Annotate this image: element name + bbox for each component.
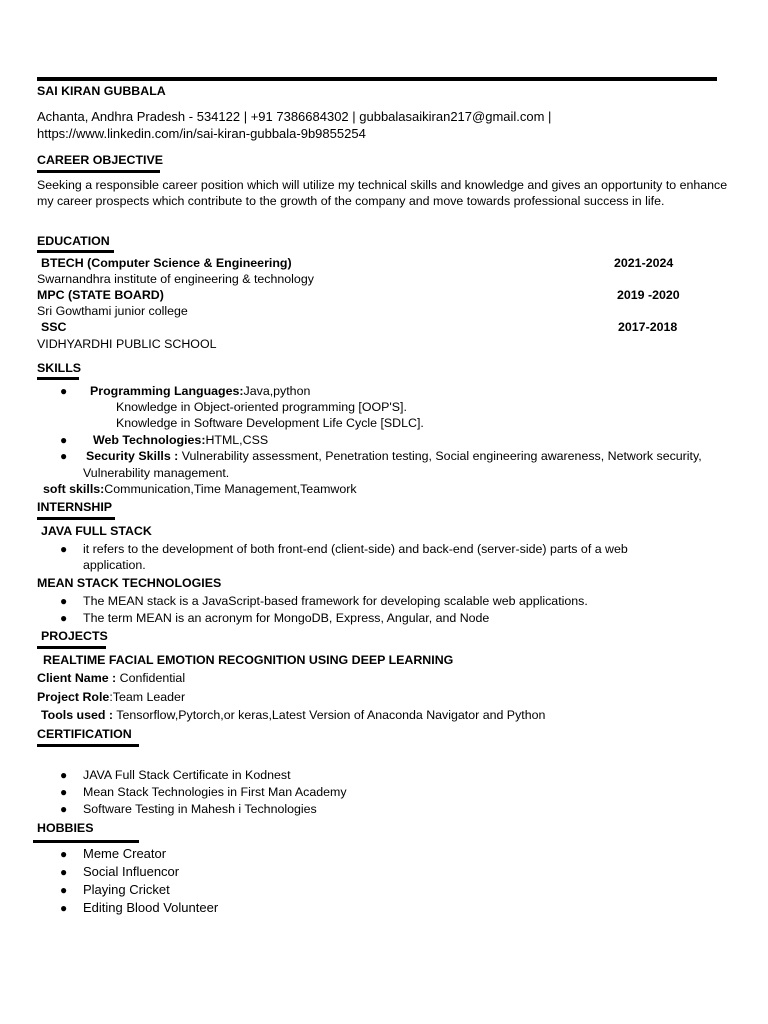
- hobbies-heading-underline: [33, 840, 139, 843]
- internship-heading-underline: [37, 517, 115, 520]
- education-degree: MPC (STATE BOARD): [37, 288, 164, 302]
- career-objective-heading: CAREER OBJECTIVE: [37, 153, 163, 167]
- certification-item: JAVA Full Stack Certificate in Kodnest: [83, 768, 291, 782]
- project-role-label: Project Role: [37, 690, 110, 704]
- internship-java-line-2: application.: [83, 558, 146, 572]
- internship-heading: INTERNSHIP: [37, 500, 113, 514]
- bullet-icon: ●: [60, 883, 68, 897]
- education-degree: BTECH (Computer Science & Engineering): [41, 256, 292, 270]
- bullet-icon: ●: [60, 802, 68, 816]
- education-institution: Swarnandhra institute of engineering & technology: [37, 272, 314, 286]
- skill-programming-value: Java,python: [243, 384, 311, 398]
- bullet-icon: ●: [60, 901, 68, 915]
- project-client-label: Client Name :: [37, 671, 117, 685]
- skill-security-label: Security Skills :: [86, 449, 179, 463]
- bullet-icon: ●: [60, 768, 68, 782]
- skill-soft-value: Communication,Time Management,Teamwork: [104, 482, 357, 496]
- hobby-item: Meme Creator: [83, 846, 167, 861]
- candidate-name: SAI KIRAN GUBBALA: [37, 84, 166, 98]
- bullet-icon: ●: [60, 449, 68, 463]
- education-years: 2019 -2020: [617, 288, 680, 302]
- skills-heading: SKILLS: [37, 361, 82, 375]
- projects-heading: PROJECTS: [41, 629, 108, 643]
- bullet-icon: ●: [60, 594, 68, 608]
- bullet-icon: ●: [60, 865, 68, 879]
- education-institution: VIDHYARDHI PUBLIC SCHOOL: [37, 337, 217, 351]
- hobbies-heading: HOBBIES: [37, 821, 94, 835]
- contact-line-2: https://www.linkedin.com/in/sai-kiran-gubbala-9b9855254: [37, 126, 366, 141]
- skill-programming-sub-2: Knowledge in Software Development Life Cycle [SDLC].: [116, 416, 424, 430]
- project-role-value: :Team Leader: [109, 690, 186, 704]
- bullet-icon: ●: [60, 785, 68, 799]
- education-years: 2017-2018: [618, 320, 678, 334]
- internship-java-line-1: it refers to the development of both front-end (client-side) and back-end (server-side) parts of a web: [83, 542, 628, 556]
- bullet-icon: ●: [60, 847, 68, 861]
- skill-soft: [43, 481, 357, 497]
- skill-soft-label: soft skills:: [43, 482, 105, 496]
- skills-heading-underline: [37, 377, 79, 380]
- education-years: 2021-2024: [614, 256, 674, 270]
- project-client-value: Confidential: [116, 671, 186, 685]
- career-heading-underline: [37, 170, 160, 173]
- skill-programming-label: Programming Languages:: [90, 384, 244, 398]
- certification-item: Software Testing in Mahesh i Technologies: [83, 802, 317, 816]
- skill-security-value: Vulnerability assessment, Penetration testing, Social engineering awareness, Network security,: [178, 449, 702, 463]
- bullet-icon: ●: [60, 542, 68, 556]
- skill-programming: [90, 383, 310, 399]
- internship-mean-point-2: The term MEAN is an acronym for MongoDB, Express, Angular, and Node: [83, 611, 490, 625]
- skill-security-value-cont: Vulnerability management.: [83, 466, 230, 480]
- skill-security: [86, 448, 702, 464]
- project-client: [37, 670, 185, 686]
- project-title: REALTIME FACIAL EMOTION RECOGNITION USING DEEP LEARNING: [43, 653, 454, 667]
- certification-heading: CERTIFICATION: [37, 727, 132, 741]
- career-objective-text: Seeking a responsible career position which will utilize my technical skills and knowledge and gives an opportunity to enhance my career prospects which contribute to the growth of the company and move towards professional success in life.: [37, 178, 728, 209]
- bullet-icon: ●: [60, 433, 68, 447]
- skill-web-value: HTML,CSS: [205, 433, 269, 447]
- education-institution: Sri Gowthami junior college: [37, 304, 188, 318]
- hobby-item: Editing Blood Volunteer: [83, 900, 219, 915]
- projects-heading-underline: [37, 646, 106, 649]
- internship-mean-point-1: The MEAN stack is a JavaScript-based framework for developing scalable web applications.: [83, 594, 588, 608]
- project-role: [37, 689, 185, 705]
- project-tools-label: Tools used :: [41, 708, 114, 722]
- top-divider: [37, 77, 717, 81]
- internship-java-title: JAVA FULL STACK: [41, 524, 152, 538]
- certification-heading-underline: [37, 744, 139, 747]
- skill-web: [93, 432, 268, 448]
- bullet-icon: ●: [60, 384, 68, 398]
- internship-mean-title: MEAN STACK TECHNOLOGIES: [37, 576, 222, 590]
- education-degree: SSC: [41, 320, 67, 334]
- project-tools: [41, 707, 545, 723]
- bullet-icon: ●: [60, 611, 68, 625]
- project-tools-value: Tensorflow,Pytorch,or keras,Latest Version of Anaconda Navigator and Python: [113, 708, 546, 722]
- skill-programming-sub-1: Knowledge in Object-oriented programming [OOP'S].: [116, 400, 407, 414]
- skill-web-label: Web Technologies:: [93, 433, 206, 447]
- education-heading: EDUCATION: [37, 234, 110, 248]
- contact-line-1: Achanta, Andhra Pradesh - 534122 | +91 7386684302 | gubbalasaikiran217@gmail.com |: [37, 109, 552, 124]
- hobby-item: Social Influencor: [83, 864, 180, 879]
- hobby-item: Playing Cricket: [83, 882, 170, 897]
- certification-item: Mean Stack Technologies in First Man Academy: [83, 785, 347, 799]
- education-heading-underline: [37, 250, 114, 253]
